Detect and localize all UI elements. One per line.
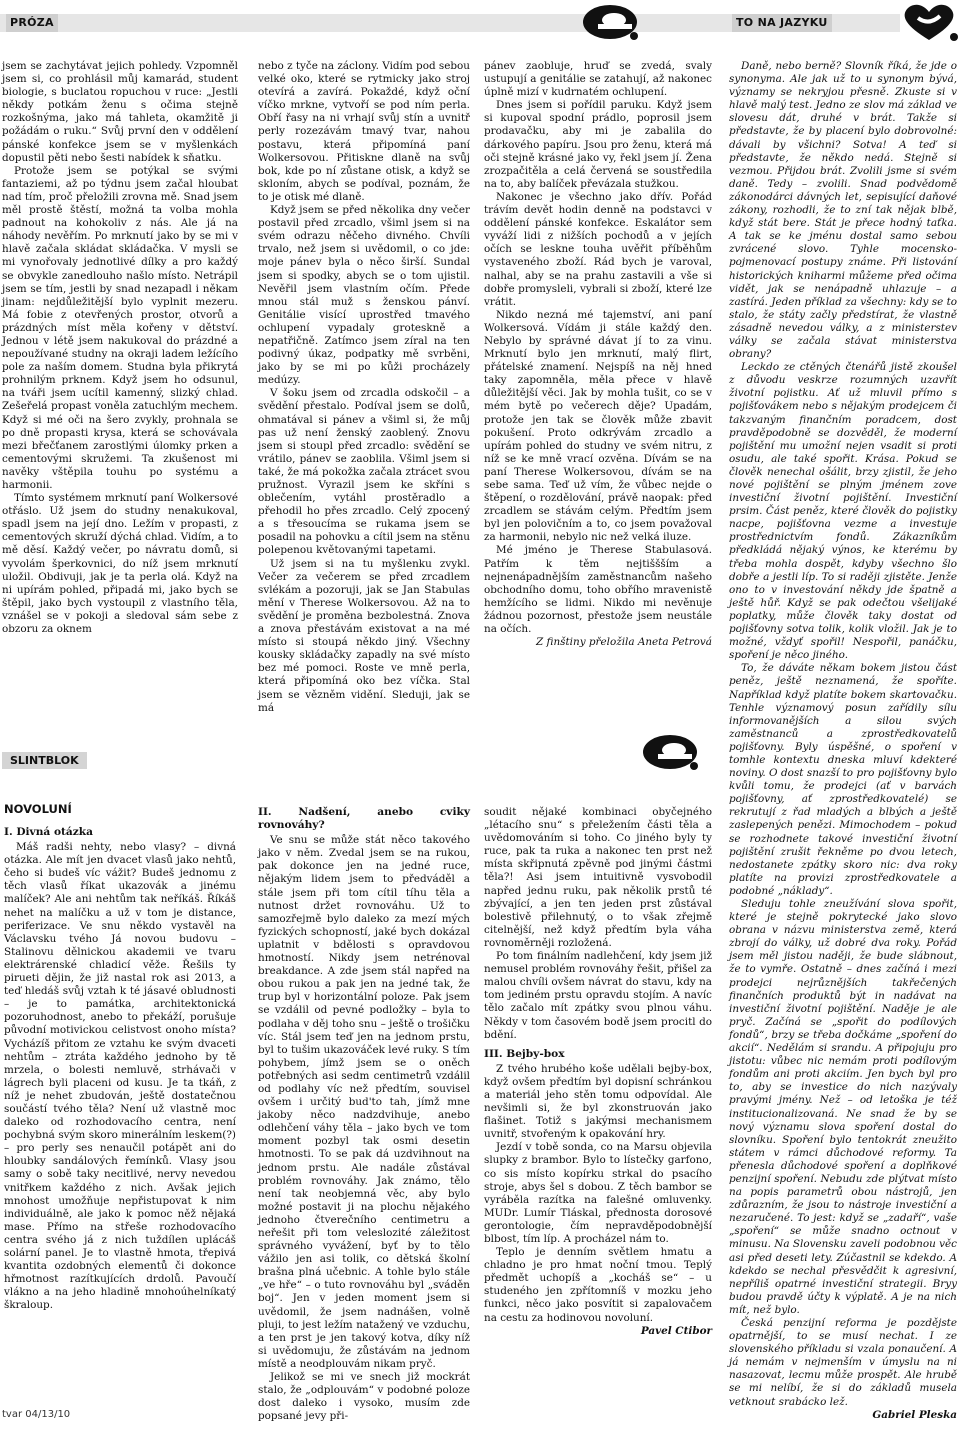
novoluni-paragraph: soudit nějaké kombinaci obyčejného „létacího snu“ s přeležením části těla a uvědomováním si toho. Co jiného byly ty ruce, pak ta ruka a nakonec ten prst než místa skřipnutá zpěvně pod jinými částmi těla?! Asi jsem intuitivně vysvobodil napřed jednu ruku, pak několik prstů té zbývající, a jen ten jeden prst zůstával bolestivě přilehnutý, o to však zřejmě citelnější, než když předtím byla váha rovnoměrněji rozložená. (484, 806, 712, 949)
section-label-proza: PRÓZA (6, 14, 58, 32)
column-paragraph: To, že dáváte někam bokem jistou část peněz, ještě neznamená, že spoříte. Například když platíte bokem skartovačku. Tenhle významový posun zařídily sílu informovanějších a silou svých zaměstnanců a zprostředkovatelů pojišťovny. Byly úspěšné, o spoření v tomhle kontextu dneska mluví kdekteré noviny. O dost snazší to pro pojišťovny bylo kvůli tomu, že prodejci (ať v barvách pojišťovny, ať zprostředkovatelé) se rekrutují z řad mladých a blbých a ještě zaslepených penězi. Mimochodem – pokud se rozhodnete takové investiční životní pojištění zrušit řekněme po dvou letech, nedostanete zpátky skoro nic: dva roky platíte na provizi zprostředkovatele a podobné „náklady“. (729, 662, 957, 897)
left-header-bar (0, 14, 640, 32)
author-signature: Gabriel Pleska (872, 1408, 957, 1421)
section-heading: III. Bejby-box (484, 1047, 565, 1060)
slintblok-section-bar (0, 749, 238, 773)
prose-paragraph: Nakonec je všechno jako dřív. Pořád trávím devět hodin denně na podstavci v oddělení pánské konfekce. Eskalátor sem vyváží lidi z nižších pochodů a v jejích očích se leskne touha uvěřit příběhům vystaveného zboží. Rád bych je varoval, nalhal, aby se na prahu zastavili a vše si dobře promysleli, vybrali si zboží, které lze vrátit. (484, 190, 712, 308)
prose-paragraph: Když jsem se před několika dny večer postavil před zrcadlo, všiml jsem si na svém odrazu něčeho divného. Chvíli trvalo, než jsem si uvědomil, o co jde: moje pánev byla o něco širší. Sundal jsem si spodky, abych se o tom ujistil. Nevěřil jsem vlastním očím. Přede mnou stál muž s ženskou pánví. Genitálie visící uprostřed tmavého ochlupení vypadaly groteskně a nepatřičně. Zatímco jsem zíral na ten podivný úkaz, podpatky mě svrběni, jako by se mi po kůži procházely medúzy. (258, 204, 470, 387)
slintblok-label: SLINTBLOK (2, 752, 87, 769)
novoluni-column-3 (484, 806, 712, 1404)
novoluni-paragraph: Ve snu se může stát něco takového jako v něm. Zvedal jsem se na rukou, pak dokonce jen na jedné ruce, nějakým lidem jsem to předváděl a stále jsem při tom cítil tíhu těla a nutnost držet rovnováhu. Už to samozřejmě bylo daleko za mezí mých fyzických schopností, jaké bych dokázal uplatnit v bdělosti s opravdovou hmotností. Nikdy jsem netrénoval breakdance. A zde jsem stál napřed na obou rukou a pak jen na jedné tak, že trup byl v horizontální poloze. Pak jsem se vzdálil od pevné podložky – byla to podlaha v děj toho snu – ještě o trošičku víc. Stál jsem teď jen na jednom prstu, byl to tušim ukazováček levé ruky. S tím pohybem, jímž jsem se o oněch potřebných asi sedm centimetrů vzdálil od podlahy víc než předtím, souvisel ovšem i určitý bud'to tah, jímž mne jakoby něco nadzdvihuje, anebo odlehčení váhy těla – jako bych ve tom moment pozbyl tak osmi desetin hmotnosti. To se pak dá uzdvihnout na jednom prstu. Ale nadále zůstával problém rovnováhy. Jak známo, tělo není tak neobjemná věc, aby bylo možné postavit ji na plochu nějakého jednoho čtverečního centimetru a neřešit při tom veleslozité záležitost správného vyvážení, byť by to tělo vážilo jen asi tolik, co dětská školní brašna plná učebnic. A tohle bylo stále „ve hře“ – o tuto rovnováhu byl „sváděn boj“. Jen v jeden moment jsem si uvědomil, že jsem nadnášen, volně pluji, to jest ležím natažený ve vzduchu, a ten prst je jen takový kotva, díky níž si uvědomuju, že zůstávám na jednom místě a neodplouvám nikam pryč. (258, 834, 470, 1370)
column-paragraph: Leckdo ze ctěných čtenářů jistě zkoušel z důvodu veskrze rozumných uzavřít životní pojistku. Ať už mluvil přímo s pojišťovákem nebo s nějakým prodejcem či takzvaným finančním poradcem, dost pravděpodobně se dozvěděl, že moderní pojištění mu umožní nejen vsadit si proti osudu, ale také spořit. Krása. Pokud se člověk nenechal ošálit, brzy zjistil, že jeho nové pojištění se plným jménem zove investiční životní pojištění. Investiční prsim. Část peněz, které člověk do pojistky nacpe, pojišťovna vezme a investuje prostřednictvím fondů. Zákazníkům předkládá nějaký výnos, ke kterému by třeba mohla dospět, kdyby všechno šlo dobře a jestli líp. To si raději zjistěte. Jenže ono to v investování někdy jde špatně a ještě hůř. Když se pak odečtou všelijaké poplatky, může člověk taky dostat od pojišťovny sotva tolik, kolik vložil. Jak je to možné, vždyť spořil! Nespořil, panáčku, spoření je něco jiného. (729, 361, 957, 662)
author-signature: Pavel Ctibor (640, 1324, 712, 1337)
novoluni-paragraph: Jezdí v tobě sonda, co na Marsu objevila slupky z brambor. Bylo to lístečky garfono, co sis místo kopírku strkal do psacího stroje, abys šel s dobou. Z těch bambor se vyráběla razítka na falešné omluvenky. MUDr. Lumír Tláskal, přednosta dorosové gerontologie, čím nepravděpodobnější blbost, tím líp. A procházel nám to. (484, 1141, 712, 1245)
section-heading: II. Nadšení, anebo cviky rovnováhy? (258, 806, 470, 832)
novoluni-column-2 (258, 806, 470, 1423)
page-footer: tvar 04/13/10 (2, 1409, 71, 1420)
section-label-to-na-jazyku: TO NA JAZYKU (732, 14, 832, 32)
prose-paragraph: pánev zaobluje, hruď se zvedá, svaly ustupují a genitálie se zatahují, až nakonec úplně mizí v kudrnatém ochlupení. (484, 60, 712, 99)
translator-credit: Z finštiny přeložila Aneta Petrová (536, 636, 712, 649)
prose-paragraph: Tímto systémem mrknutí paní Wolkersové otřáslo. Už jsem do studny nenakukoval, spadl jsem na její dno. Ležím v propasti, z cementových skruží dýchá chlad. Vidím, a to mě děsí. Každý večer, po návratu domů, si vyvolám šperkovnici, do níž jsem mrknutí uložil. Obdivuji, jak je ta perla olá. Když na ni upírám pohled, připadá mi, jako bych se štěpil, jako bych vystoupil z vlastního těla, vznášel se v pokoji a sledoval sám sebe z obzoru za oknem (2, 492, 238, 636)
prose-column-1 (2, 60, 238, 720)
novoluni-paragraph: Jelikož se mi ve snech již mockrát stalo, že „odplouvám“ v podobné poloze dost daleko i vysoko, musím zde popsané jevy při- (258, 1371, 470, 1423)
column-paragraph: Sleduju tohle zneužívání slova spořit, které je stejně pokrytecké jako slovo obrana v názvu ministerstva země, která zbrojí do války, už dobré dva roky. Pořád jsem měl jistou naději, že bude slábnout, že to vymře. Ostatně – dnes začíná i mezi prodejci nejrůznějších takřečených finančních produktů být in nadávat na investiční životní pojištění. Naděje je ale pryč. Začíná se „spořit do podílových fondů“, brzy se třeba dočkáme „spoření do akcií“. Nedělám si srandu. A připojuju pro jistotu: vůbec nic nemám proti podílovým fondům ani proti akciím. Jen bych byl pro to, aby se investice do nich nazývaly pravými jmény. Než – od letoška je též institucionalizovaná. Ne snad že by se nový významu slova spoření dostal do slovníku. Spoření bylo tentokrát zneužito státem v rámci důchodové reformy. Ta přenesla důchodové spoření a doplňkové penzijní spoření. Nebudu zde plýtvat místo na popis parametrů obou nástrojů, jen zdůrazním, že jsou to nástroje investiční a nezaručené. To jest: když se „zadaří“, vaše „spoření“ se může snadno octnout v minusu. Na Slovensku zaveli podobnou věc asi před deseti lety. Zúčastnil se kdekdo. A kdekdo se nechal přesvědčit k agresivní, nepříliš opatrné investiční strategii. Bryy budou pravdě účty k výplatě. A je na nich mít, než bylo. (729, 898, 957, 1316)
prose-paragraph: Nikdo nezná mé tajemství, ani paní Wolkersová. Vídám ji stále každý den. Nebylo by správné dávat jí to za vinu. Mrknutí bylo jen mrknutí, malý flirt, přátelské znamení. Nejspíš na něj hned taky zapomněla, měla přece v hlavě důležitější věci. Jak by mohla tušit, co se v mém bytě po večerech děje? Upadám, protože jen tak se člověk může zbavit pokušení. Proto odkrývám zrcadlo a upírám pohled do studny ve svém nitru, z níž se ke mně vrací ozvěna. Dívám se na paní Therese Wolkersovou, dívám se na sebe sama. Teď už vím, že vůbec nejde o štěpení, o rozdělování, právě naopak: před zrcadlem se stávám celým. Předtím jsem byl jen polovičním a to, co jsem považoval za harmonii, nebylo nic než velká iluze. (484, 308, 712, 544)
prose-paragraph: Už jsem si na tu myšlenku zvykl. Večer za večerem se před zrcadlem svlékám a pozoruji, jak se Jan Stabulas mění v Therese Wolkersovou. Až na to svědění je proměna bezbolestná. Znova a znova přestávám existovat a na mé místo si stoupá někdo jiný. Všechny kousky skládačky zapadly na své místo bez mé pomoci. Roste ve mně perla, která připomíná oko bez víčka. Stal jsem se vězněm vidění. Sleduji, jak se má (258, 557, 470, 714)
to-na-jazyku-column (729, 60, 957, 1421)
novoluni-column-1 (4, 826, 236, 1402)
prose-paragraph: nebo z tyče na záclony. Vidím pod sebou velké oko, které se rytmicky jako stroj otevírá a zavírá. Pokaždé, když oční víčko mrkne, vytvoří se pod ním perla. Obří řasy na ni vrhají svůj stín a uvnitř perly rozezávám tmavý tvar, nahou postavu, která připomíná paní Wolkersovou. Přitiskne dlaně na svůj bok, kde po ní zůstane otisk, a když se skloním, abych se podíval, poznám, že to je otisk mé dlaně. (258, 60, 470, 203)
novoluni-paragraph: Z tvého hrubého koše udělali bejby-box, když ovšem předtím byl dopisní schránkou a materiál jeho stěn tomu odpovídal. Ale nevšimli si, že byl zkonstruován jako flašinet. Totiž s jakýmsi mechanismem uvnitř, stvořeným k opakování hry. (484, 1062, 712, 1141)
column-paragraph: Daně, nebo berně? Slovník říká, že jde o synonyma. Ale jak už to u synonym bývá, významy se nekryjou přesně. Zkuste si v hlavě malý test. Jedno ze slov má základ ve slovesu dát, druhé v brát. Takže si představte, že by placení bylo dobrovolné: dávali by všichni? Sotva! A teď si představte, že někdo nedá. Stejně si vezmou. Přijdou brát. Zvolili jsme si svém daně. Tedy – zvolili. Snad podvědomě zákonodárci dávných let, sepisující daňové zákony, rozhodli, že to zní tak nějak blbě, když stát bere. Stát je přece hodný taťka. A tak se ke jménu dostal samo sebou zvrácené slovo. Tyhle mocensko-pojmenovací postupy známe. Při listování historických kniharmi můžeme před očima vidět, jak se nenápadně uhlazuje – a zastírá. Jeden příklad za všechny: kdy se to stalo, že státy začly předstírat, že vlastně zásadně nevedou války, a z ministerstev války se začala stávat ministerstva obrany? (729, 60, 957, 361)
prose-paragraph: V šoku jsem od zrcadla odskočil – a svědění přestalo. Podíval jsem se dolů, ohmatával si pánev a všiml si, že můj pas už není ženský zaoblený. Znovu jsem si stoupl před zrcadlo: svědění se vrátilo, pánev se zaoblila. Všiml jsem si také, že má pokožka začala ztrácet svou pružnost. Vyrazil jsem ke skříni s oblečením, vytáhl prostěradlo a přehodil ho přes zrcadlo. Celý zpocený a s třesoucíma se rukama jsem se posadil na pohovku a cítil jsem na stěnu polepenou květovanými tapetami. (258, 387, 470, 557)
tvar-logo-icon (640, 732, 702, 772)
right-header-bar (640, 14, 900, 32)
column-paragraph: Česká penzijní reforma je pozdějste opatrnější, to se musí nechat. I ze slovenského příkladu si vzala ponaučení. A já nemám v nejmenším v úmyslu na ni nasazovat, lecmu může prospět. Ale hrubě se mi nelíbí, že si do základů musela vetknout srabácko lež. (729, 1317, 957, 1408)
left-header (0, 6, 640, 40)
prose-column-2 (258, 60, 470, 720)
novoluni-paragraph: Po tom finálním nadlehčení, kdy jsem již nemusel problém rovnováhy řešit, přišel za malou chvíli ovšem návrat do stavu, kdy na tom jediném prstu opravdu stojím. A navíc tělo začalo mít zpátky svou plnou váhu. Někdy v tom časovém bodě jsem procitl do bdění. (484, 950, 712, 1041)
heart-logo-icon (898, 2, 960, 42)
prose-paragraph: jsem se zachytávat jejich pohledy. Vzpomněl jsem si, co prohlásil můj kamarád, student biologie, s buclatou ropuchou v ruce: „Jestli někdy potkám ženu s očima stejně rozkošnýma, jako má tahleta, okamžitě ji požádám o ruku.“ Svůj první den v oddělení pánské konfekce jsem se v myšlenkách dopustil pěti nebo šesti nabídek k sňatku. (2, 60, 238, 164)
section-heading: I. Divná otázka (4, 826, 93, 838)
tvar-logo-icon (580, 2, 642, 42)
prose-paragraph: Dnes jsem si pořídil paruku. Když jsem si kupoval spodní prádlo, poprosil jsem prodavačku, aby mi je zabalila do dárkového papíru. Jsou pro ženu, která má oči stejně krásné jako vy, řekl jsem jí. Žena zrozpačitěla a celá červená se soustředila na to, aby balíček převázala stužkou. (484, 99, 712, 190)
prose-column-3 (484, 60, 712, 720)
prose-paragraph: Mé jméno je Therese Stabulasová. Patřím k těm nejtiššším a nejnenápadnějším zaměstnancům našeho obchodního domu, toho obřího mravenistě hemžícího se lidmi. Nikdo mi nevěnuje žádnou pozornost, přestože jsem neustále na očích. (484, 544, 712, 636)
novoluni-title: NOVOLUNÍ (4, 802, 72, 816)
novoluni-paragraph: Máš radši nehty, nebo vlasy? – divná otázka. Ale mít jen dvacet vlasů jako nehtů, čeho si budeš víc vážit? Budeš jednomu z těch vlasů říkat ukazovák a jinému malíček? Ale ani nehtům tak neříkáš. Říkáš nehet na malíčku a už v tom je distance, periferizace. Ve snu někdo vystavěl na Václavsku tvého Já novou budovu – Stalinovu dělnickou akademii ve tvaru elektrárenské chladicí věže. Řešils ty pirueti dějin, že již nastal rok asi 2013, a teď hledáš svůj vztah k té jásavé obludnosti – je to památka, architektonická pozoruhodnost, anebo to překáží, porušuje původní motivickou celistvost onoho místa? Vycházíš přitom ze vztahu ke svým dvaceti nehtům – ztráta každého jednoho by tě mrzela, o bolesti nemluvě, strhávači v lágrech byli placeni od kusu. Je ta tkáň, z níž je nehet zbudován, ještě dostatečnou součástí tvého těla? Není už vlastně moc daleko od rozhodovacího centra, není pochybná svým skoro minerálním leskem(?) – pro perly ses nenaučil potápět ani do hloubky sandálových řemínků. Vlasy jsou samy o sobě taky necitlivé, nervy nevedou vnitřkem každého z nich. Avšak jejich mnohost umožňuje nepřistupovat k nim individuálně, ale jako k pomoc něž nějaká mase. Přímo na střeše rozhodovacího centra svého já z nich tuždílen uplácáš solární panel. Je to vlastně hmota, třepivá kvantita ozdobných elementů či dokonce hřmotnost razítkujících drdolů. Pavoučí vlákno a na jeho hladině mnohoúhelníkatý škraloup. (4, 841, 236, 1312)
prose-paragraph: Protože jsem se potýkal se svými fantaziemi, až po týdnu jsem začal hloubat nad tím, proč přeložili zrovna mě. Snad jsem měl prostě štěstí, možná ta volba mohla padnout na kohokoliv z nás. Ale já na náhody nevěřím. Po mrknutí jako by se mi v hlavě začala skládat skládačka. V mysli se mi vynořovaly jednotlivé dílky a pro každý se obvykle zanedlouho našlo místo. Netrápil jsem se tím, jestli by snad nezapadl i někam jinam: nejdůležitější bylo vyplnit mezeru. Má fobie z otevřených prostor, otvorů a prázdných míst měla kořeny v dětství. Jednou v létě jsem nakukoval do prázdné a nepoužívané studny na okraji ladem ležícího pole za naším domem. Studna byla přikrytá prohnilým prknem. Když jsem ho odsunul, na tváři jsem ucítil kamenný, slizký chlad. Zešeřelá propast voněla zatuchlým mechem. Když si mé oči na šero zvykly, prohnala se po dně propasti krysa, která se schovávala mezi břečťanem zarostlými úlomky prken a cementovými skružemi. Ta zkušenost mi navěky vštěpila touhu po systému a harmonii. (2, 164, 238, 491)
novoluni-paragraph: Teplo je denním světlem hmatu a chladno je pro hmat noční tmou. Teplý předmět uchopíš a „kocháš se“ – u studeného jen zpřítomníš v mozku jeho funkci, něco jako posvítit si zapalovačem na cestu za hodinovou novoluní. (484, 1246, 712, 1324)
